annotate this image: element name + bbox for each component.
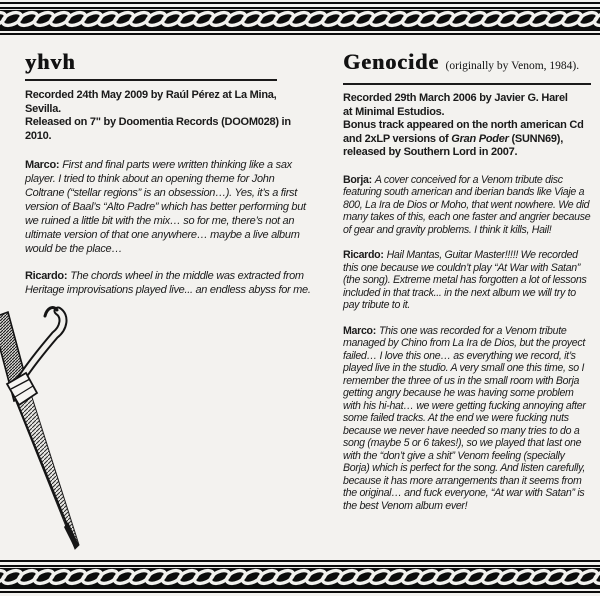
song-title-yhvh bbox=[25, 50, 311, 74]
paragraph-text: First and final parts were written thinking like a sax player. I tried to think about an opening theme for John Coltrane (“stellar regions” is an obsession…). Yes, it’s a first version of Baal’s “Alto Padre” which has better performing but we ruined a little bit with the mix… so for me, there’s not an ultimate version of that one anywhere… maybe a live album would be the place… bbox=[25, 159, 306, 255]
song-title-origin-note: (originally by Venom, 1984). bbox=[445, 60, 580, 72]
paragraph-borja-genocide bbox=[343, 174, 591, 237]
left-column bbox=[25, 50, 311, 297]
release-info-line: Released on 7" by Doomentia Records (DOOM028) in 2010. bbox=[25, 116, 291, 142]
paragraph-ricardo-genocide bbox=[343, 249, 591, 312]
speaker-label-marco: Marco: bbox=[343, 324, 376, 337]
song-title-yhvh-text: yhvh bbox=[25, 49, 76, 74]
speaker-label-ricardo: Ricardo: bbox=[343, 249, 384, 261]
paragraph-text: Hail Mantas, Guitar Master!!!!! We recorded this one because we couldn’t play “At War with Satan” (the song). Extreme metal has forgotten a lot of lessons included in that track... in the next album we will try to pay tribute to it. bbox=[343, 249, 587, 311]
paragraph-text: A cover conceived for a Venom tribute disc featuring south american and iberian bands like Viaje a 800, La Ira de Dios or Moho, that went nowhere. We did many takes of this, each one faster and angrier because of gear and gravity problems. I think it kills, Hail! bbox=[343, 173, 591, 236]
recording-info-line: Recorded 24th May 2009 by Raúl Pérez at La Mina, Sevilla. bbox=[25, 89, 277, 115]
song-title-genocide bbox=[343, 50, 591, 78]
chain-border-bottom-icon bbox=[0, 560, 600, 594]
paragraph-text: This one was recorded for a Venom tribute managed by Chino from La Ira de Dios, but the proyect failed… I love this one… as everything we record, it’s played live in the studio. A very small one this time, so I remember the three of us in the small room with Borja getting angry because he was having some problem with his hi-hat… we were getting fucking annoying after some failed tracks. At the end we were fucking nuts because we never have needed so many tries to do a song (maybe 5 or 6 takes!), so we played that last one with the “don’t give a shit” Venom feeling (specially Borja) which is perfect for the song. And listen carefully, because it has more arrangements than it seems from the original… and fuck everyone, “At war with Satan” is the best Venom album ever! bbox=[343, 324, 586, 512]
title-rule-right bbox=[343, 83, 591, 85]
recording-info-right bbox=[343, 92, 591, 160]
chain-border-top-icon bbox=[0, 2, 600, 36]
song-title-genocide-text: Genocide bbox=[343, 49, 439, 74]
album-title-gran-poder: Gran Poder bbox=[451, 132, 509, 145]
title-rule-left bbox=[25, 79, 277, 81]
studio-info-line: at Minimal Estudios. bbox=[343, 105, 445, 118]
right-column bbox=[343, 50, 591, 512]
speaker-label-marco: Marco: bbox=[25, 159, 60, 171]
speaker-label-borja: Borja: bbox=[343, 173, 372, 186]
recording-info-left bbox=[25, 89, 311, 143]
paragraph-marco-genocide bbox=[343, 325, 591, 513]
recording-info-line: Recorded 29th March 2006 by Javier G. Harel bbox=[343, 92, 568, 104]
bonus-track-note-continued: (SUNN69), released by Southern Lord in 2007. bbox=[343, 132, 564, 158]
bonus-track-note: Bonus track appeared on the north american Cd and 2xLP versions of bbox=[343, 119, 584, 145]
paragraph-text: The chords wheel in the middle was extracted from Heritage improvisations played live... an endless abyss for me. bbox=[25, 270, 311, 296]
paragraph-marco-yhvh bbox=[25, 158, 311, 256]
sword-illustration bbox=[0, 288, 110, 560]
speaker-label-ricardo: Ricardo: bbox=[25, 270, 68, 282]
